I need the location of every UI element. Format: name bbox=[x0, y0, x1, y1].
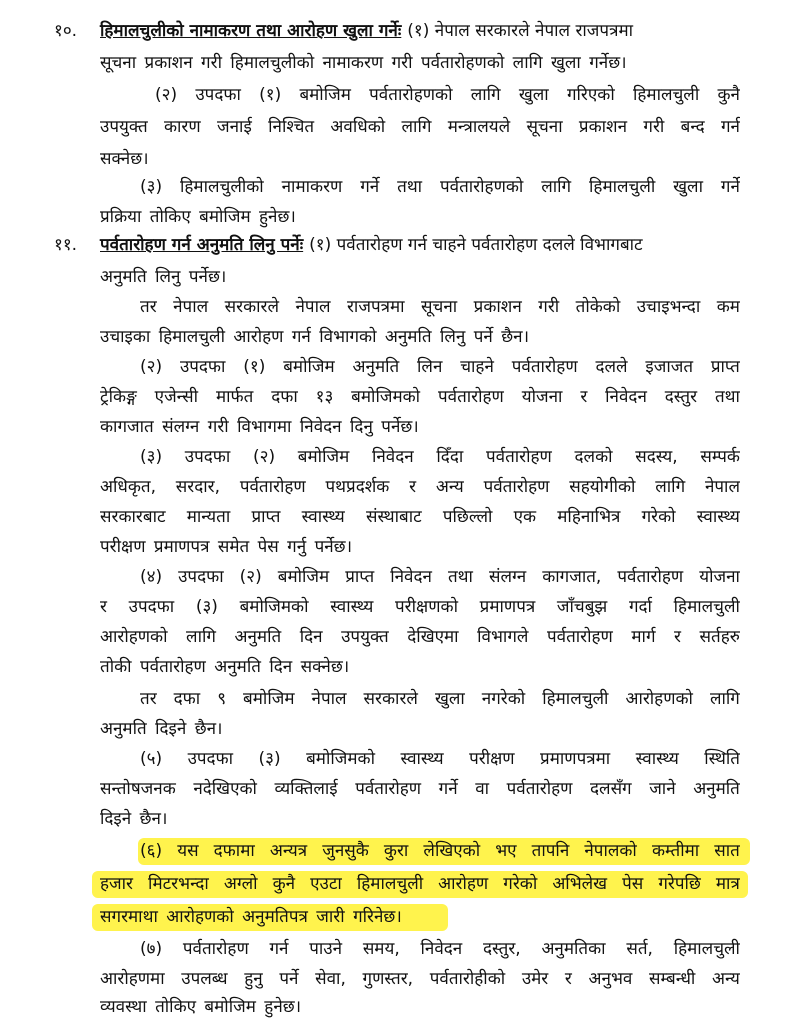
section-heading: पर्वतारोहण गर्न अनुमति लिनु पर्नेः bbox=[100, 235, 304, 255]
text-line: कागजात संलग्न गरी विभागमा निवेदन दिनु पर्नेछ। bbox=[100, 417, 419, 437]
section-11-heading-line bbox=[54, 228, 740, 262]
section-number: १०. bbox=[54, 21, 78, 41]
text-line: अनुमति दिइने छैन। bbox=[100, 719, 223, 739]
text-line: (७) पर्वतारोहण गर्न पाउने समय, निवेदन दस्तुर, अनुमतिका सर्त, हिमालचुली bbox=[140, 939, 740, 959]
text-line: तोकी पर्वतारोहण अनुमति दिन सक्नेछ। bbox=[100, 657, 350, 677]
text-line: सूचना प्रकाशन गरी हिमालचुलीको नामाकरण गरी पर्वतारोहणको लागि खुला गर्नेछ। bbox=[100, 53, 627, 73]
text-line: (२) उपदफा (१) बमोजिम पर्वतारोहणको लागि खुला गरिएको हिमालचुली कुनै bbox=[155, 85, 740, 105]
text-line: आरोहणमा उपलब्ध हुनु पर्ने सेवा, गुणस्तर, पर्वतारोहीको उमेर र अनुभव सम्बन्धी अन्य bbox=[100, 969, 740, 989]
text-line: (२) उपदफा (१) बमोजिम अनुमति लिन चाहने पर्वतारोहण दलले इजाजत प्राप्त bbox=[140, 357, 740, 377]
section-heading: हिमालचुलीको नामाकरण तथा आरोहण खुला गर्नेः bbox=[100, 21, 402, 41]
section-text: (१) पर्वतारोहण गर्न चाहने पर्वतारोहण दलले विभागबाट bbox=[309, 235, 643, 255]
highlighted-line: सगरमाथा आरोहणको अनुमतिपत्र जारी गरिनेछ। bbox=[100, 907, 402, 927]
highlighted-line: (६) यस दफामा अन्यत्र जुनसुकै कुरा लेखिएको भए तापनि नेपालको कम्तीमा सात bbox=[140, 841, 740, 861]
text-line: व्यवस्था तोकिए बमोजिम हुनेछ। bbox=[100, 997, 302, 1017]
text-line: उचाइका हिमालचुली आरोहण गर्न विभागको अनुमति लिनु पर्ने छैन। bbox=[100, 327, 530, 347]
text-line: (३) हिमालचुलीको नामाकरण गर्ने तथा पर्वतारोहणको लागि हिमालचुली खुला गर्ने bbox=[140, 177, 740, 197]
text-line: (३) उपदफा (२) बमोजिम निवेदन दिँदा पर्वतारोहण दलको सदस्य, सम्पर्क bbox=[140, 447, 740, 467]
text-line: सरकारबाट मान्यता प्राप्त स्वास्थ्य संस्थाबाट पछिल्लो एक महिनाभित्र गरेको स्वास्थ्य bbox=[100, 507, 740, 527]
text-line: (४) उपदफा (२) बमोजिम प्राप्त निवेदन तथा संलग्न कागजात, पर्वतारोहण योजना bbox=[140, 567, 740, 587]
text-line: तर नेपाल सरकारले नेपाल राजपत्रमा सूचना प्रकाशन गरी तोकेको उचाइभन्दा कम bbox=[140, 297, 740, 317]
text-line: उपयुक्त कारण जनाई निश्चित अवधिको लागि मन्त्रालयले सूचना प्रकाशन गरी बन्द गर्न bbox=[100, 117, 740, 137]
text-line: (५) उपदफा (३) बमोजिमको स्वास्थ्य परीक्षण प्रमाणपत्रमा स्वास्थ्य स्थिति bbox=[140, 749, 740, 769]
section-10-heading-line bbox=[54, 14, 740, 48]
section-text: (१) नेपाल सरकारले नेपाल राजपत्रमा bbox=[407, 21, 634, 41]
highlighted-line: हजार मिटरभन्दा अग्लो कुनै एउटा हिमालचुली आरोहण गरेको अभिलेख पेस गरेपछि मात्र bbox=[100, 874, 740, 894]
text-line: तर दफा ९ बमोजिम नेपाल सरकारले खुला नगरेको हिमालचुली आरोहणको लागि bbox=[140, 689, 740, 709]
text-line: सक्नेछ। bbox=[100, 149, 149, 169]
text-line: दिइने छैन। bbox=[100, 809, 168, 829]
text-line: र उपदफा (३) बमोजिमको स्वास्थ्य परीक्षणको प्रमाणपत्र जाँचबुझ गर्दा हिमालचुली bbox=[100, 597, 740, 617]
text-line: अनुमति लिनु पर्नेछ। bbox=[100, 267, 227, 287]
text-line: आरोहणको लागि अनुमति दिन उपयुक्त देखिएमा विभागले पर्वतारोहण मार्ग र सर्तहरु bbox=[100, 627, 740, 647]
text-line: प्रक्रिया तोकिए बमोजिम हुनेछ। bbox=[100, 207, 296, 227]
text-line: सन्तोषजनक नदेखिएको व्यक्तिलाई पर्वतारोहण गर्ने वा पर्वतारोहण दलसँग जाने अनुमति bbox=[100, 779, 740, 799]
section-number: ११. bbox=[54, 235, 78, 255]
text-line: परीक्षण प्रमाणपत्र समेत पेस गर्नु पर्नेछ। bbox=[100, 537, 353, 557]
text-line: अधिकृत, सरदार, पर्वतारोहण पथप्रदर्शक र अन्य पर्वतारोहण सहयोगीको लागि नेपाल bbox=[100, 477, 740, 497]
text-line: ट्रेकिङ्ग एजेन्सी मार्फत दफा १३ बमोजिमको पर्वतारोहण योजना र निवेदन दस्तुर तथा bbox=[100, 387, 740, 407]
